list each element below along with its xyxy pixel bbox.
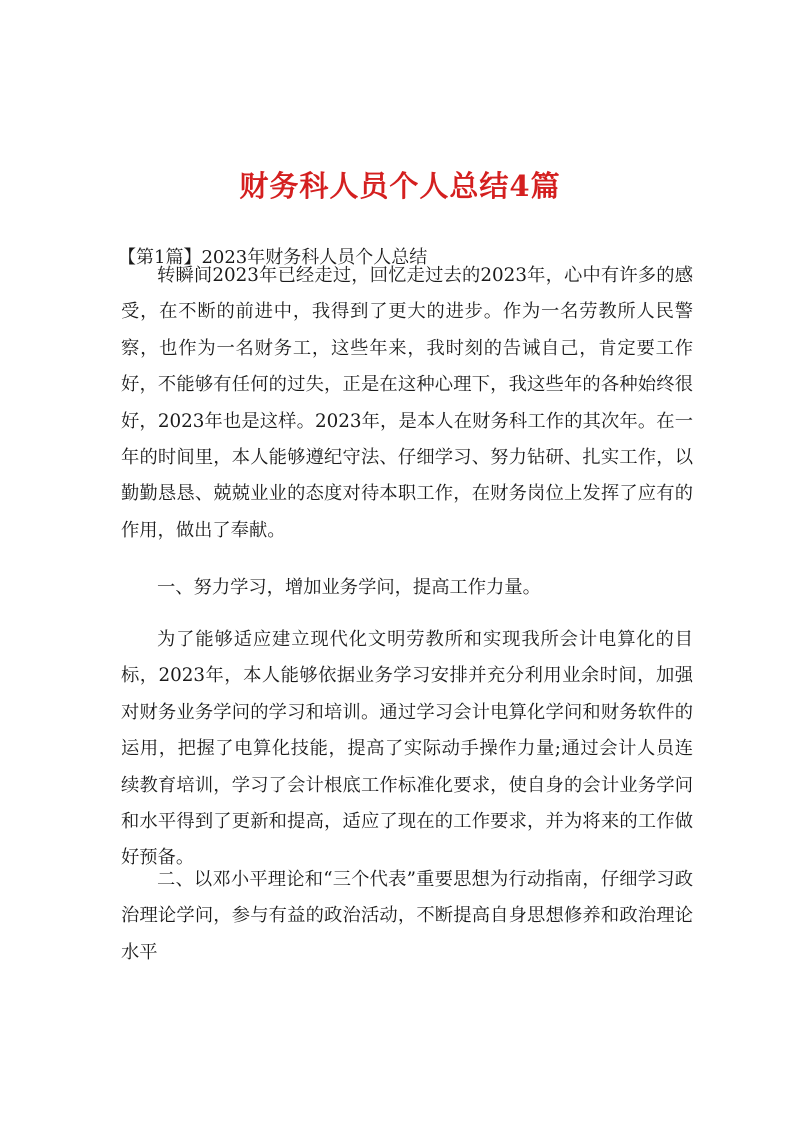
body-paragraph-2: 一、努力学习，增加业务学问，提高工作力量。: [157, 577, 541, 598]
body-paragraph-1: 转瞬间2023年已经走过，回忆走过去的2023年，心中有许多的感受，在不断的前进中，我得到了更大的进步。作为一名劳教所人民警察，也作为一名财务工，这些年来，我时刻的告诫自己，肯定要工作好，不能够有任何的过失，正是在这种心理下，我这些年的各种始终很好，2023年也是这样。2023年，是本人在财务科工作的其次年。在一年的时间里，本人能够遵纪守法、仔细学习、努力钻研、扎实工作，以勤勤恳恳、兢兢业业的态度对待本职工作，在财务岗位上发挥了应有的作用，做出了奉献。: [121, 265, 693, 541]
body-paragraph-4: 二、以邓小平理论和“三个代表”重要思想为行动指南，仔细学习政治理论学问，参与有益的政治活动，不断提高自身思想修养和政治理论水平: [121, 869, 693, 963]
section-heading: 【第1篇】2023年财务科人员个人总结: [118, 247, 428, 268]
document-title: 财务科人员个人总结4篇: [239, 169, 561, 203]
body-paragraph-3: 为了能够适应建立现代化文明劳教所和实现我所会计电算化的目标，2023年，本人能够依据业务学习安排并充分利用业余时间，加强对财务业务学问的学习和培训。通过学习会计电算化学问和财务软件的运用，把握了电算化技能，提高了实际动手操作力量;通过会计人员连续教育培训，学习了会计根底工作标准化要求，使自身的会计业务学问和水平得到了更新和提高，适应了现在的工作要求，并为将来的工作做好预备。: [121, 629, 693, 869]
